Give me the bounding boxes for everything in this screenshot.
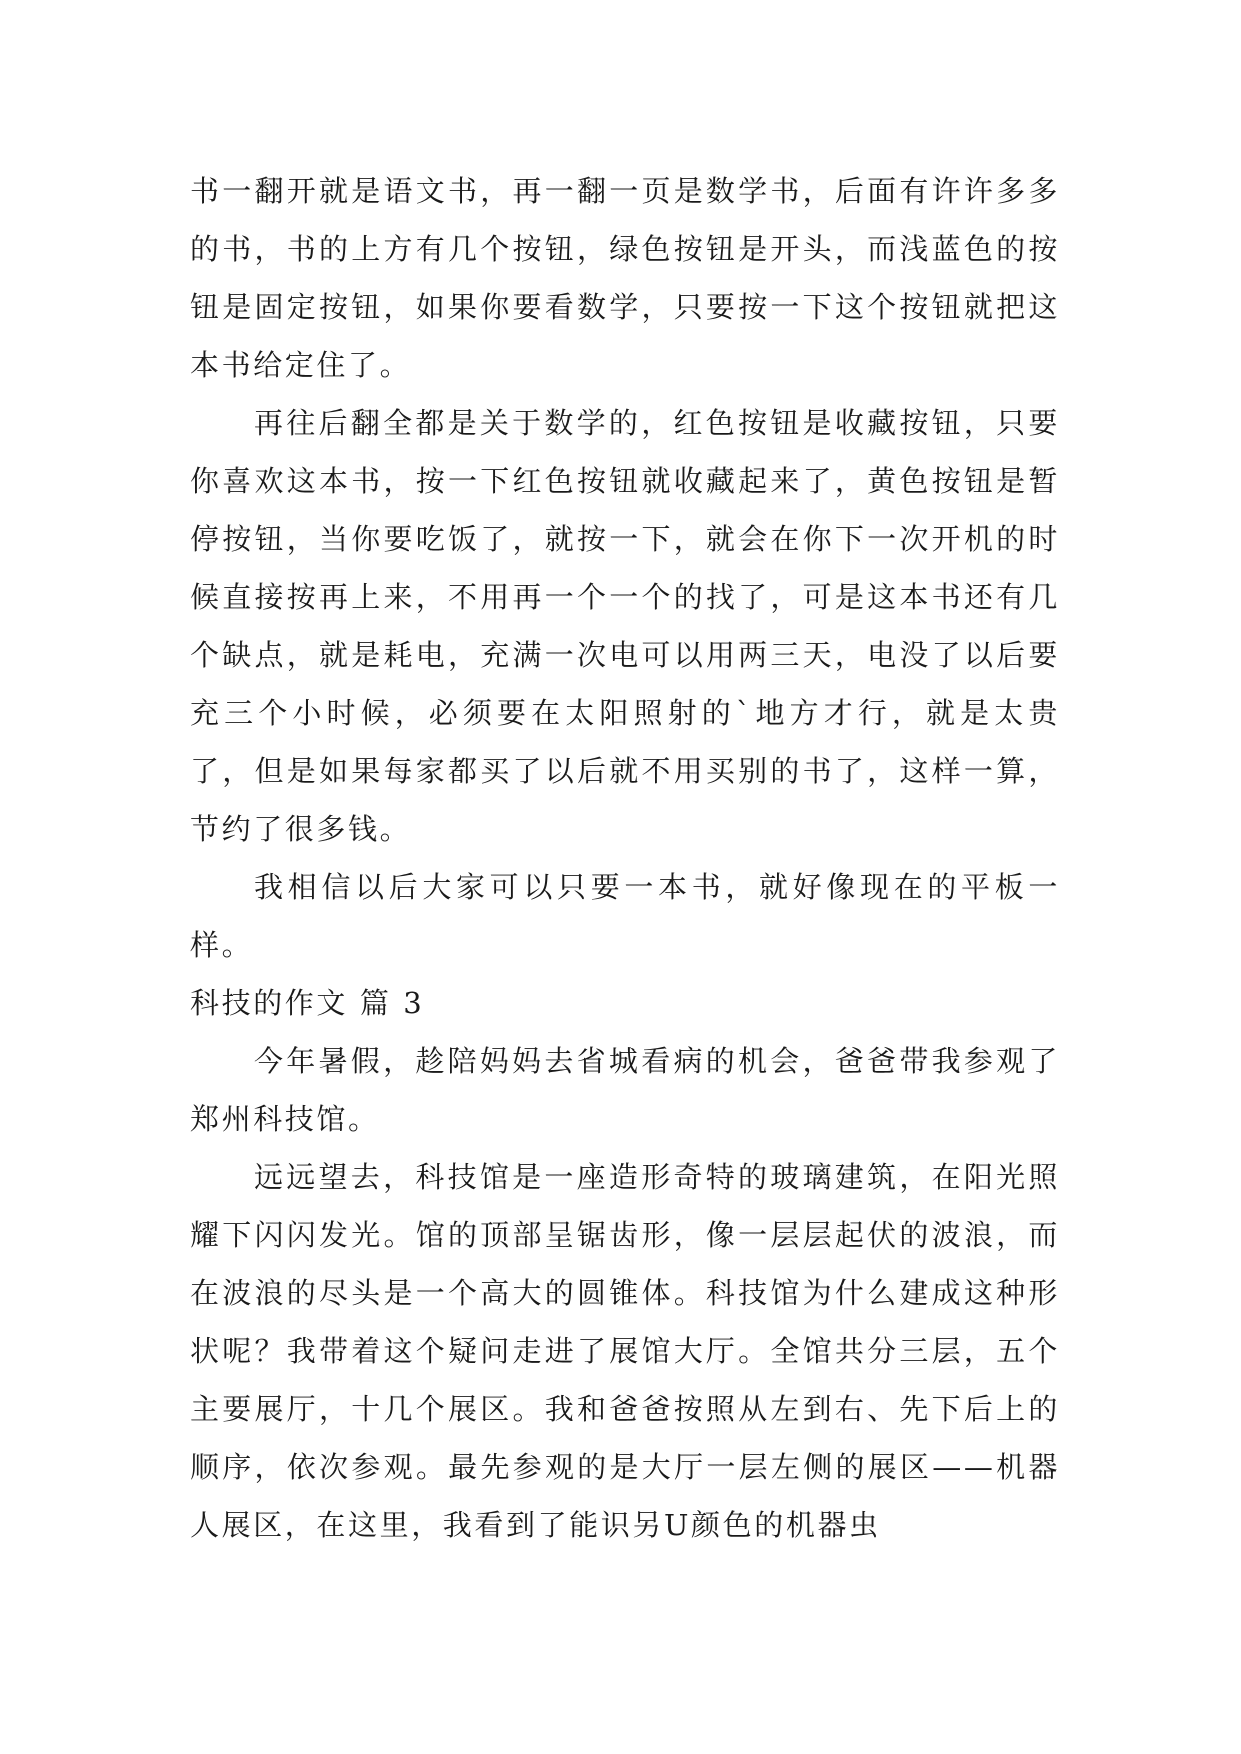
paragraph-summer-visit: 今年暑假，趁陪妈妈去省城看病的机会，爸爸带我参观了郑州科技馆。: [190, 1044, 1060, 1136]
paragraph-conclusion: 我相信以后大家可以只要一本书，就好像现在的平板一样。: [190, 870, 1060, 962]
paragraph-book-buttons: 书一翻开就是语文书，再一翻一页是数学书，后面有许许多多的书，书的上方有几个按钮，绿色按钮是开头，而浅蓝色的按钮是固定按钮，如果你要看数学，只要按一下这个按钮就把这本书给定住了。: [190, 174, 1060, 382]
paragraph-museum-description: 远远望去，科技馆是一座造形奇特的玻璃建筑，在阳光照耀下闪闪发光。馆的顶部呈锯齿形，像一层层起伏的波浪，而在波浪的尽头是一个高大的圆锥体。科技馆为什么建成这种形状呢？我带着这个疑问走进了展馆大厅。全馆共分三层，五个主要展厅，十几个展区。我和爸爸按照从左到右、先下后上的顺序，依次参观。最先参观的是大厅一层左侧的展区——机器人展区，在这里，我看到了能识另U颜色的机器虫: [190, 1160, 1060, 1542]
paragraph-book-features: 再往后翻全都是关于数学的，红色按钮是收藏按钮，只要你喜欢这本书，按一下红色按钮就收藏起来了，黄色按钮是暂停按钮，当你要吃饭了，就按一下，就会在你下一次开机的时候直接按再上来，不用再一个一个的找了，可是这本书还有几个缺点，就是耗电，充满一次电可以用两三天，电没了以后要充三个小时候，必须要在太阳照射的`地方才行，就是太贵了，但是如果每家都买了以后就不用买别的书了，这样一算，节约了很多钱。: [190, 406, 1060, 846]
document-body: [190, 162, 1060, 1554]
section-heading: 科技的作文 篇 3: [190, 986, 425, 1020]
